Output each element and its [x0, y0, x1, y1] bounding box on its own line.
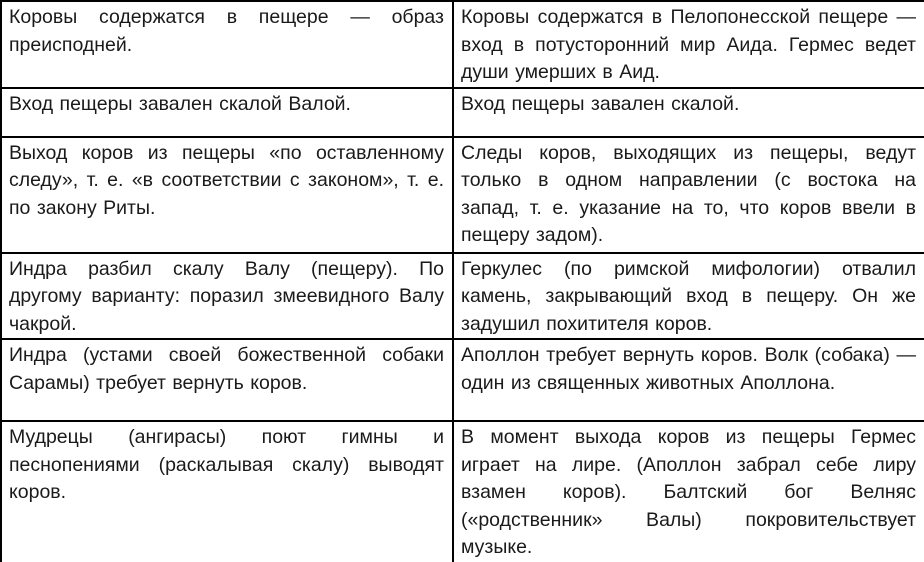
table-row [1, 421, 924, 562]
cell-vedic-myth: Вход пещеры завален скалой Валой. [1, 88, 453, 137]
cell-greek-myth: Коровы содержатся в Пелопонесской пещере — вход в потусторонний мир Аида. Гермес ведет души умерших в Аид. [453, 1, 924, 88]
cell-vedic-myth: Индра (устами своей божественной собаки Сарамы) требует вернуть коров. [1, 339, 453, 421]
cell-greek-myth: Геркулес (по римской мифологии) отвалил камень, закрывающий вход в пещеру. Он же задушил похитителя коров. [453, 253, 924, 340]
cell-greek-myth: Вход пещеры завален скалой. [453, 88, 924, 137]
table-row [1, 88, 924, 137]
cell-vedic-myth: Выход коров из пещеры «по оставленному следу», т. е. «в соответствии с законом», т. е. по закону Риты. [1, 137, 453, 253]
cell-greek-myth: Следы коров, выходящих из пещеры, ведут только в одном направлении (с востока на запад, т. е. указание на то, что коров ввели в пещеру задом). [453, 137, 924, 253]
table-row [1, 1, 924, 88]
cell-vedic-myth: Коровы содержатся в пещере — образ преисподней. [1, 1, 453, 88]
table-row [1, 339, 924, 421]
cell-greek-myth: Аполлон требует вернуть коров. Волк (собака) — один из священных животных Аполлона. [453, 339, 924, 421]
cell-vedic-myth: Индра разбил скалу Валу (пещеру). По другому варианту: поразил змеевидного Валу чакрой. [1, 253, 453, 340]
table-row [1, 137, 924, 253]
cell-vedic-myth: Мудрецы (ангирасы) поют гимны и песнопениями (раскалывая скалу) выводят коров. [1, 421, 453, 562]
table-row [1, 253, 924, 340]
cell-greek-myth: В момент выхода коров из пещеры Гермес играет на лире. (Аполлон забрал себе лиру взамен коров). Балтский бог Велняс («родственник» Валы) покровительствует музыке. [453, 421, 924, 562]
